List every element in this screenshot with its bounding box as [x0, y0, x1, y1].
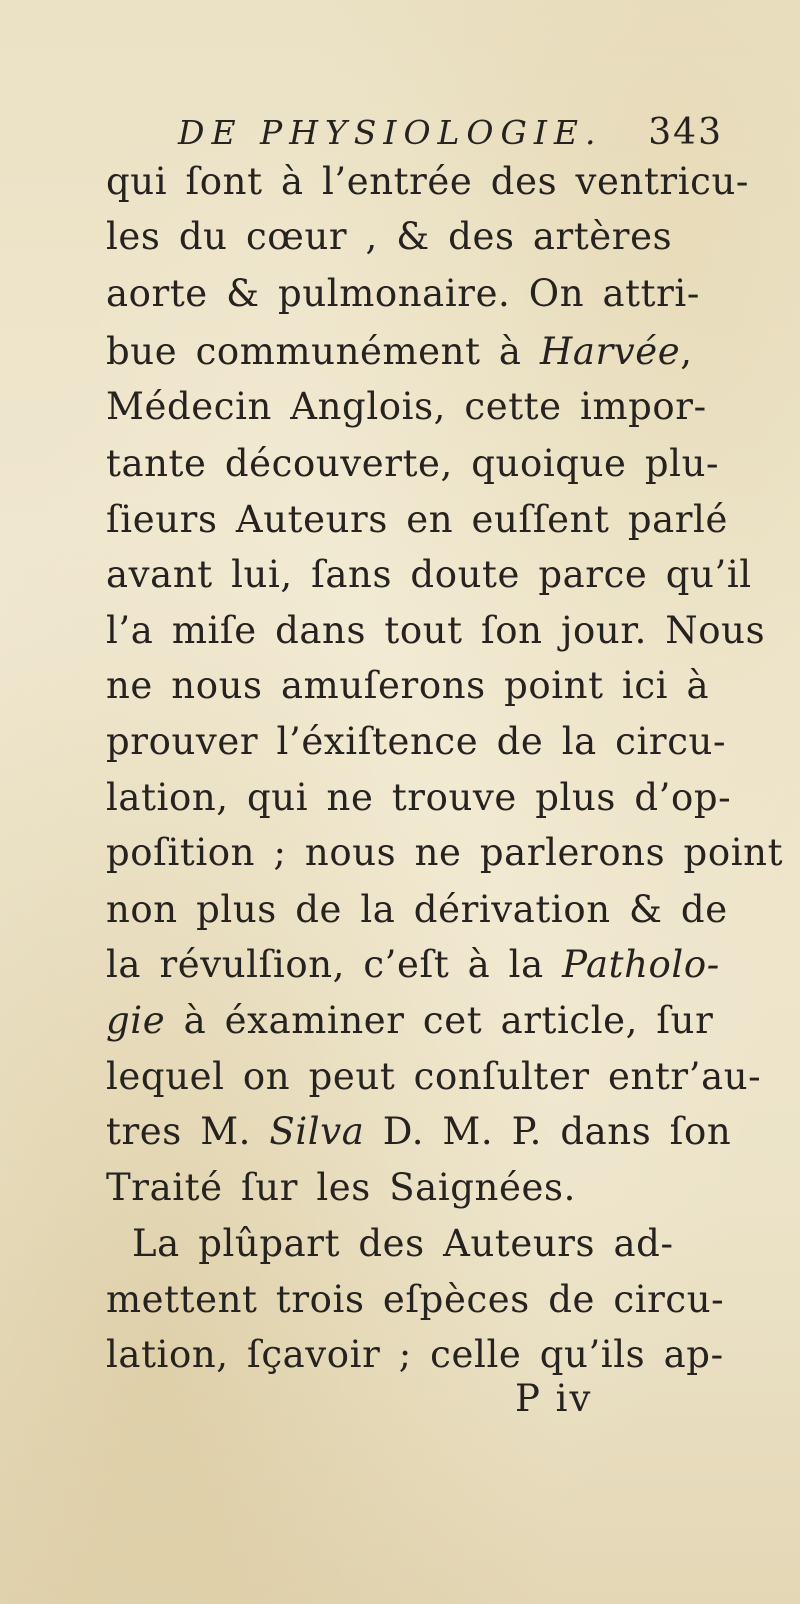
text-segment: aorte & pulmonaire. On attri- — [106, 272, 700, 315]
text-line — [106, 1164, 726, 1212]
text-segment: tante découverte, quoique plu- — [106, 442, 720, 485]
text-segment: tres M. — [106, 1110, 270, 1153]
text-segment: Médecin Anglois, cette impor- — [106, 385, 707, 428]
text-line — [106, 774, 732, 822]
text-line — [132, 1220, 752, 1268]
text-line — [106, 440, 726, 488]
text-line — [106, 496, 726, 544]
text-segment: D. M. P. dans ſon — [364, 1110, 732, 1153]
text-line — [106, 1276, 726, 1324]
italic-text: Patholo- — [562, 943, 720, 986]
text-line — [106, 1053, 762, 1101]
text-line — [106, 886, 726, 934]
text-line — [106, 997, 726, 1045]
text-line — [106, 662, 726, 710]
text-segment: avant lui, ſans doute parce qu’il — [106, 553, 752, 596]
text-segment: , — [680, 330, 693, 373]
running-head — [178, 112, 723, 162]
text-segment: la révulſion, c’eſt à la — [106, 943, 563, 986]
text-line — [106, 718, 726, 766]
text-line — [106, 328, 726, 376]
italic-text: Silva — [269, 1110, 365, 1153]
text-segment: mettent trois eſpèces de circu- — [106, 1278, 725, 1321]
text-segment: poſition ; nous ne parlerons point — [106, 831, 784, 874]
text-line — [106, 213, 726, 261]
text-segment: les du cœur , & des artères — [106, 215, 673, 258]
text-line — [106, 829, 784, 877]
text-line — [106, 941, 726, 989]
text-segment: l’a miſe dans tout ſon jour. Nous — [106, 609, 766, 652]
text-line — [106, 1331, 726, 1379]
text-line — [106, 607, 766, 655]
text-segment: à éxaminer cet article, ſur — [165, 999, 714, 1042]
text-segment: Traité ſur les Saignées. — [106, 1166, 576, 1209]
text-segment: prouver l’éxiſtence de la circu- — [106, 720, 727, 763]
text-segment: bue communément à — [106, 330, 540, 373]
text-line — [106, 1108, 732, 1156]
text-segment: non plus de la dérivation & de — [106, 888, 728, 931]
text-segment: lation, ſçavoir ; celle qu’ils ap- — [106, 1333, 724, 1376]
text-segment: La plûpart des Auteurs ad- — [132, 1222, 674, 1265]
page-number: 343 — [648, 112, 723, 153]
text-segment: ne nous amuſerons point ici à — [106, 664, 710, 707]
text-line — [106, 270, 726, 318]
text-line — [106, 383, 726, 431]
signature-mark: P iv — [515, 1377, 593, 1420]
text-line — [106, 551, 752, 599]
italic-text: gie — [106, 999, 166, 1042]
text-segment: lequel on peut conſulter entr’au- — [106, 1055, 762, 1098]
text-segment: ſieurs Auteurs en euſſent parlé — [106, 498, 728, 541]
text-line — [106, 158, 749, 206]
italic-text: Harvée — [539, 330, 681, 373]
text-segment: lation, qui ne trouve plus d’op- — [106, 776, 732, 819]
text-segment: qui ſont à l’entrée des ventricu- — [106, 160, 749, 203]
running-title: DE PHYSIOLOGIE. — [178, 113, 603, 152]
